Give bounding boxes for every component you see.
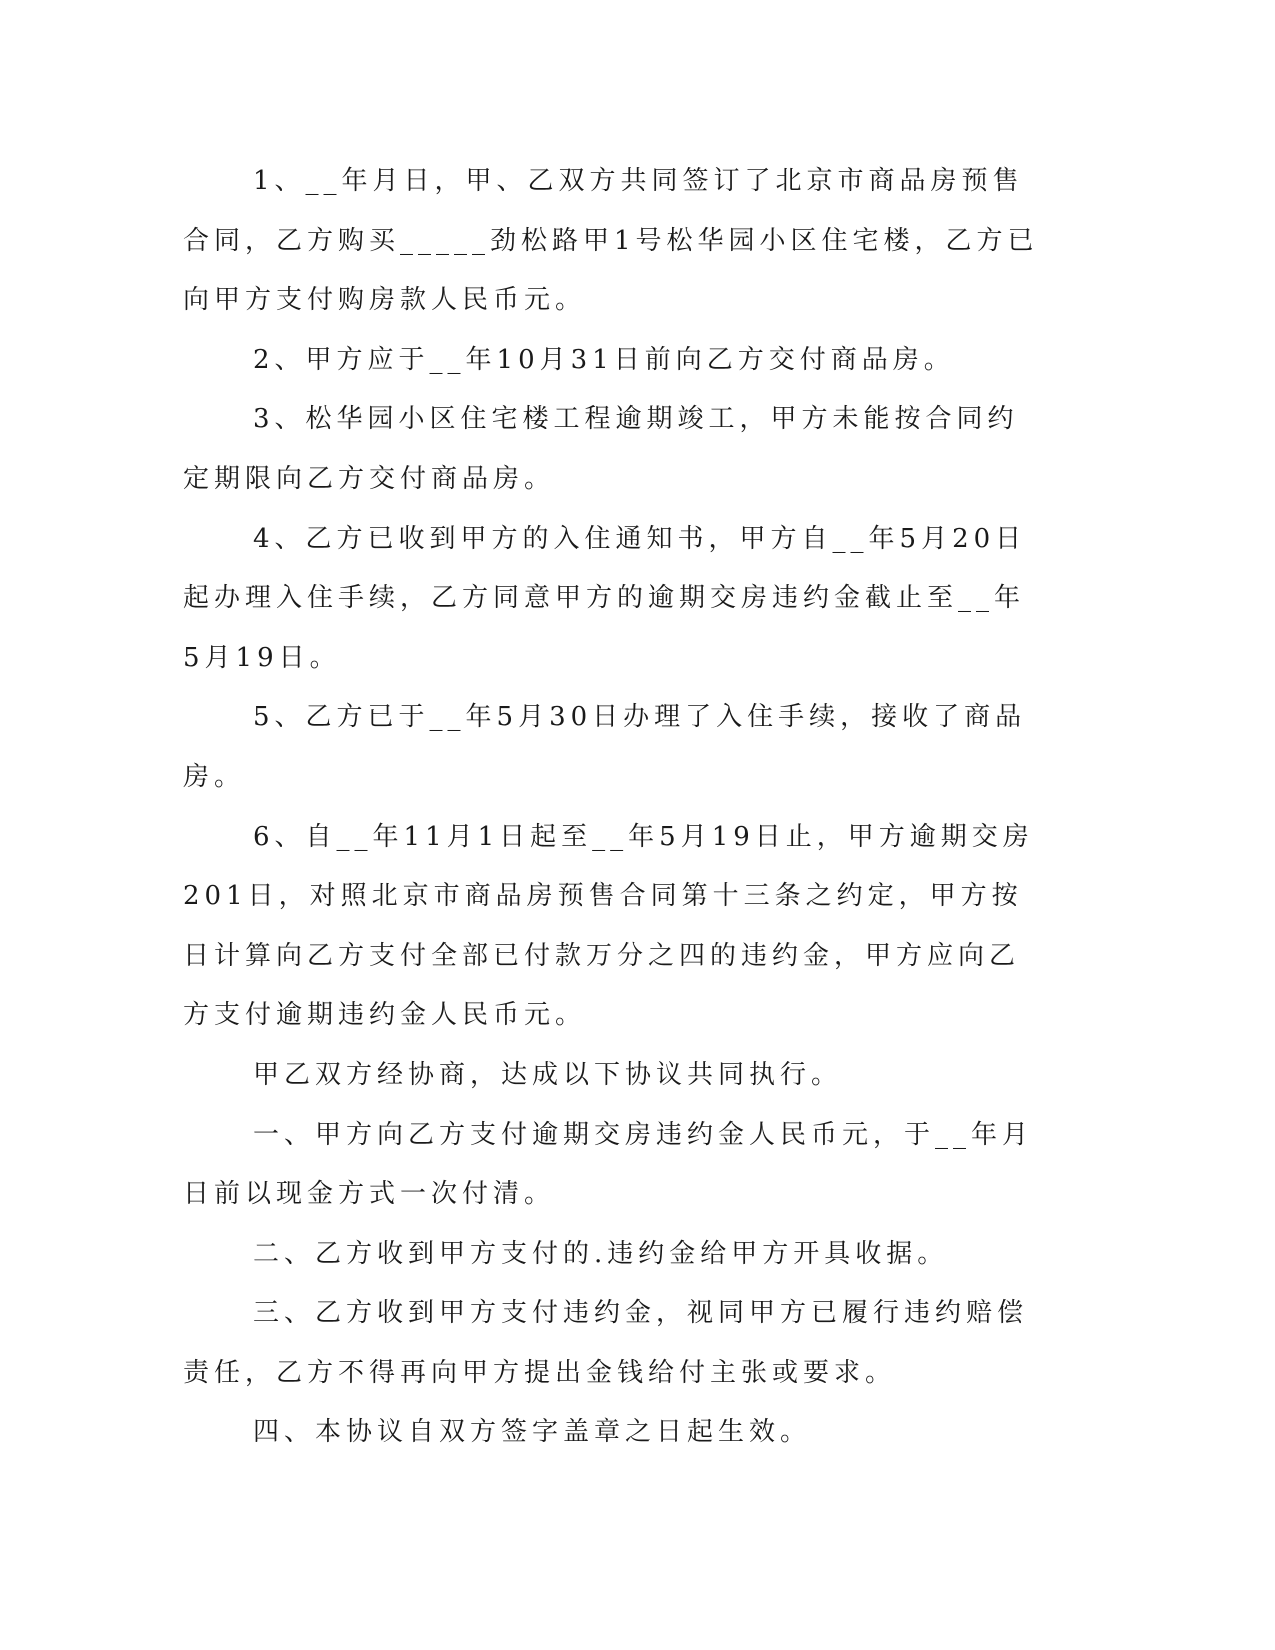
document-body	[183, 152, 1043, 1463]
paragraph-2: 2、甲方应于__年10月31日前向乙方交付商品房。	[253, 344, 955, 375]
paragraph-1: 1、__年月日，甲、乙双方共同签订了北京市商品房预售合同，乙方购买_____劲松路甲1号松华园小区住宅楼，乙方已向甲方支付购房款人民币元。	[183, 166, 1039, 316]
paragraph-3: 3、松华园小区住宅楼工程逾期竣工，甲方未能按合同约定期限向乙方交付商品房。	[183, 404, 1019, 494]
paragraph-5: 5、乙方已于__年5月30日办理了入住手续，接收了商品房。	[183, 702, 1027, 792]
paragraph-4: 4、乙方已收到甲方的入住通知书，甲方自__年5月20日起办理入住手续，乙方同意甲方的逾期交房违约金截止至__年5月19日。	[183, 523, 1027, 673]
clause-four: 四、本协议自双方签字盖章之日起生效。	[253, 1417, 812, 1448]
clause-two: 二、乙方收到甲方支付的.违约金给甲方开具收据。	[253, 1238, 949, 1269]
paragraph-negotiation: 甲乙双方经协商，达成以下协议共同执行。	[253, 1059, 843, 1090]
clause-one: 一、甲方向乙方支付逾期交房违约金人民币元，于__年月日前以现金方式一次付清。	[183, 1119, 1034, 1210]
clause-three: 三、乙方收到甲方支付违约金，视同甲方已履行违约赔偿责任，乙方不得再向甲方提出金钱给付主张或要求。	[183, 1298, 1029, 1388]
paragraph-6: 6、自__年11月1日起至__年5月19日止，甲方逾期交房201日，对照北京市商品房预售合同第十三条之约定，甲方按日计算向乙方支付全部已付款万分之四的违约金，甲方应向乙方支付逾期违约金人民币元。	[183, 821, 1034, 1031]
